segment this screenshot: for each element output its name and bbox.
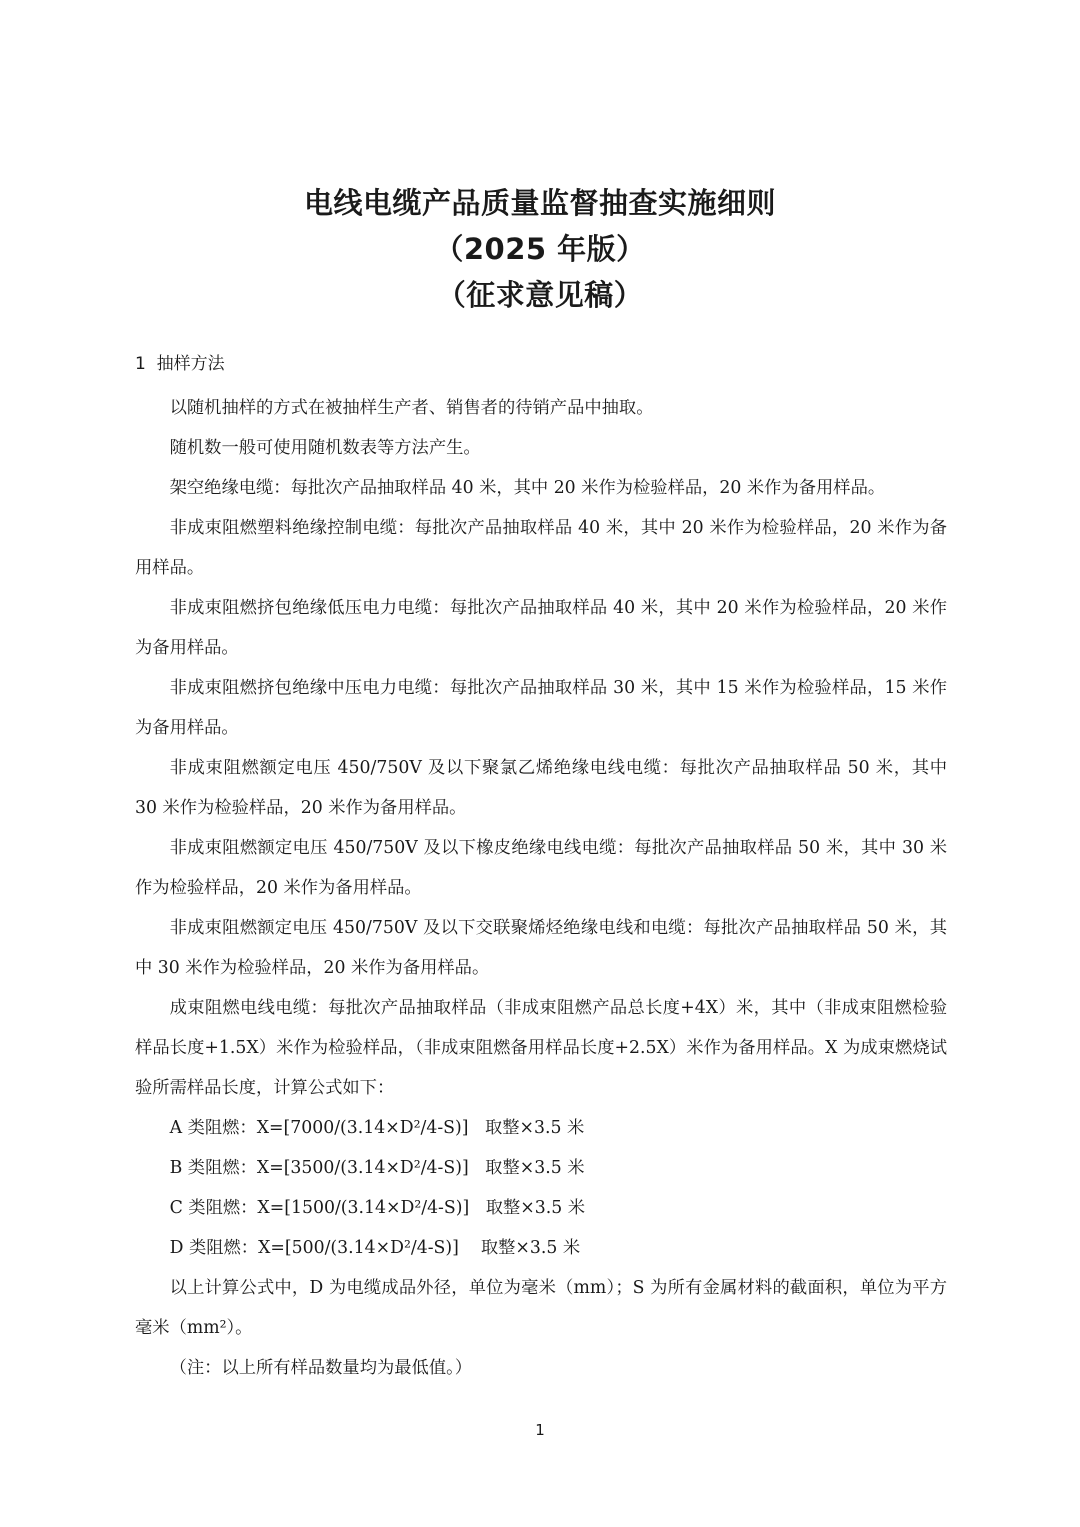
formula-class-d: D 类阻燃：X=[500/(3.14×D²/4-S)] 取整×3.5 米 (169, 1238, 581, 1258)
formula-class-c: C 类阻燃：X=[1500/(3.14×D²/4-S)] 取整×3.5 米 (169, 1198, 586, 1218)
section-body (135, 388, 947, 1388)
paragraph-bunched-flame-retardant: 成束阻燃电线电缆：每批次产品抽取样品（非成束阻燃产品总长度+4X）米，其中（非成束阻燃检验样品长度+1.5X）米作为检验样品，（非成束阻燃备用样品长度+2.5X）米作为备用样品。X 为成束燃烧试验所需样品长度，计算公式如下： (135, 998, 947, 1098)
paragraph-control-cable: 非成束阻燃塑料绝缘控制电缆：每批次产品抽取样品 40 米，其中 20 米作为检验样品，20 米作为备用样品。 (135, 518, 947, 578)
title-main: 电线电缆产品质量监督抽查实施细则 (303, 186, 776, 220)
paragraph-medium-voltage-cable: 非成束阻燃挤包绝缘中压电力电缆：每批次产品抽取样品 30 米，其中 15 米作为检验样品，15 米作为备用样品。 (135, 678, 947, 738)
paragraph-overhead-cable: 架空绝缘电缆：每批次产品抽取样品 40 米，其中 20 米作为检验样品，20 米作为备用样品。 (169, 478, 886, 498)
paragraph-rubber-cable: 非成束阻燃额定电压 450/750V 及以下橡皮绝缘电线电缆：每批次产品抽取样品 50 米，其中 30 米作为检验样品，20 米作为备用样品。 (135, 838, 947, 898)
paragraph-minimum-note: （注：以上所有样品数量均为最低值。） (169, 1358, 473, 1378)
paragraph-random-number: 随机数一般可使用随机数表等方法产生。 (169, 438, 481, 458)
section-number: 1 (135, 354, 146, 374)
title-edition: （2025 年版） (434, 232, 646, 266)
paragraph-formula-notes: 以上计算公式中，D 为电缆成品外径，单位为毫米（mm）；S 为所有金属材料的截面积，单位为平方毫米（mm²）。 (135, 1278, 947, 1338)
document-title (0, 180, 1080, 318)
paragraph-low-voltage-cable: 非成束阻燃挤包绝缘低压电力电缆：每批次产品抽取样品 40 米，其中 20 米作为检验样品，20 米作为备用样品。 (135, 598, 947, 658)
page-number: 1 (535, 1421, 545, 1439)
paragraph-xlpo-cable: 非成束阻燃额定电压 450/750V 及以下交联聚烯烃绝缘电线和电缆：每批次产品抽取样品 50 米，其中 30 米作为检验样品，20 米作为备用样品。 (135, 918, 947, 978)
formula-class-b: B 类阻燃：X=[3500/(3.14×D²/4-S)] 取整×3.5 米 (169, 1158, 585, 1178)
section-title: 抽样方法 (156, 354, 225, 374)
title-draft-note: （征求意见稿） (436, 278, 644, 312)
paragraph-pvc-cable: 非成束阻燃额定电压 450/750V 及以下聚氯乙烯绝缘电线电缆：每批次产品抽取样品 50 米，其中 30 米作为检验样品，20 米作为备用样品。 (135, 758, 947, 818)
formula-class-a: A 类阻燃：X=[7000/(3.14×D²/4-S)] 取整×3.5 米 (169, 1118, 585, 1138)
paragraph-sampling-method: 以随机抽样的方式在被抽样生产者、销售者的待销产品中抽取。 (169, 398, 654, 418)
section-heading (135, 352, 225, 376)
